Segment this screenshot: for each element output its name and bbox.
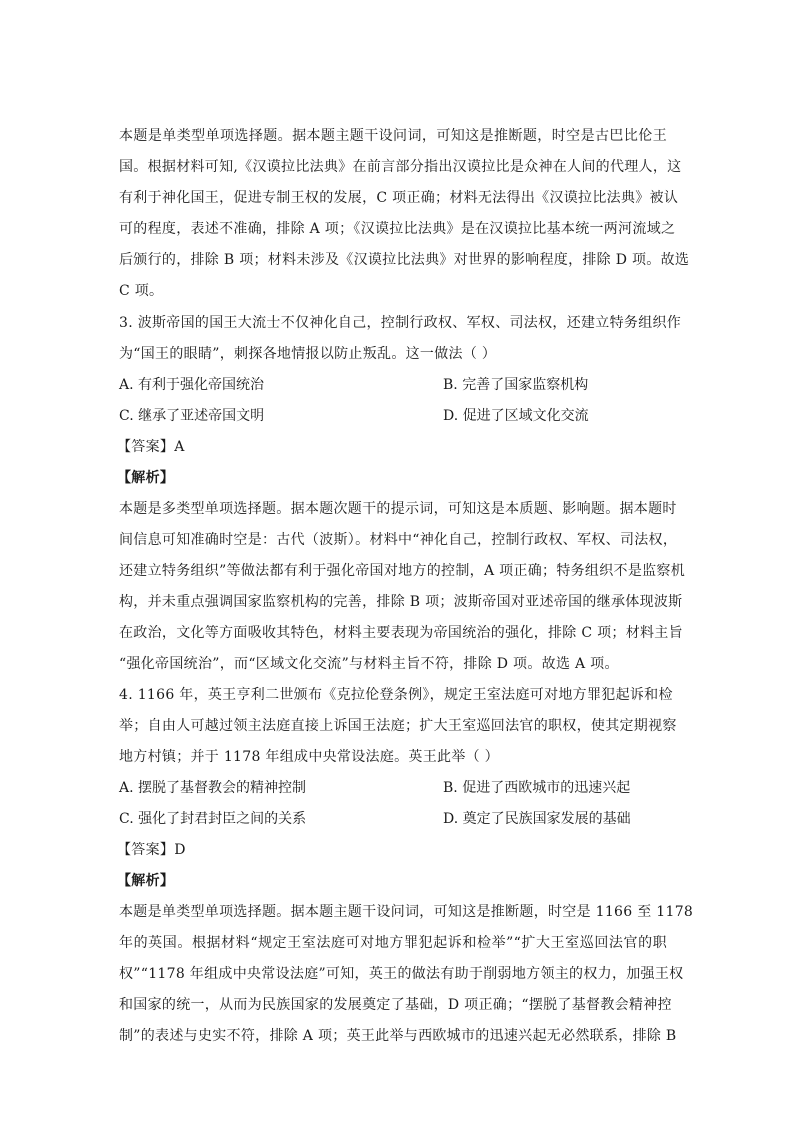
prev-explanation-line: 后颁行的，排除 B 项；材料未涉及《汉谟拉比法典》对世界的影响程度，排除 D 项。故选 <box>119 252 690 268</box>
prev-explanation-line: 国。根据材料可知,《汉谟拉比法典》在前言部分指出汉谟拉比是众神在人间的代理人，这 <box>119 159 682 175</box>
q3-analysis-label: 【解析】 <box>117 470 175 486</box>
q3-analysis-line: 间信息可知准确时空是：古代（波斯）。材料中“神化自己，控制行政权、军权、司法权， <box>119 532 678 548</box>
q4-option-c: C. 强化了封君封臣之间的关系 <box>119 811 307 827</box>
q3-analysis-line: 在政治，文化等方面吸收其特色，材料主要表现为帝国统治的强化，排除 C 项；材料主旨 <box>119 625 683 641</box>
prev-explanation-line: C 项。 <box>119 283 164 299</box>
q4-analysis-label: 【解析】 <box>117 873 175 889</box>
q3-option-a: A. 有利于强化帝国统治 <box>119 377 265 393</box>
q3-answer: 【答案】A <box>117 439 185 455</box>
q4-analysis-line: 年的英国。根据材料“规定王室法庭可对地方罪犯起诉和检举”“扩大王室巡回法官的职 <box>119 935 667 951</box>
q3-stem-line: 为“国王的眼睛”，刺探各地情报以防止叛乱。这一做法（ ） <box>119 346 497 362</box>
q4-analysis-line: 和国家的统一，从而为民族国家的发展奠定了基础，D 项正确；“摆脱了基督教会精神控 <box>119 997 672 1013</box>
q4-stem-line: 地方村镇；并于 1178 年组成中央常设法庭。英王此举（ ） <box>119 749 499 765</box>
prev-explanation-line: 可的程度，表述不准确，排除 A 项；《汉谟拉比法典》是在汉谟拉比基本统一两河流域之 <box>119 221 676 237</box>
q4-stem-line: 举；自由人可越过领主法庭直接上诉国王法庭；扩大王室巡回法官的职权，使其定期视察 <box>119 718 677 734</box>
q3-option-b: B. 完善了国家监察机构 <box>443 377 589 393</box>
q4-answer: 【答案】D <box>117 842 186 858</box>
q4-option-d: D. 奠定了民族国家发展的基础 <box>443 811 631 827</box>
prev-explanation-line: 本题是单类型单项选择题。据本题主题干设问词，可知这是推断题，时空是古巴比伦王 <box>119 128 667 144</box>
q3-stem-line: 3. 波斯帝国的国王大流士不仅神化自己，控制行政权、军权、司法权，还建立特务组织作 <box>119 315 682 331</box>
q3-analysis-line: 本题是多类型单项选择题。据本题次题干的提示词，可知这是本质题、影响题。据本题时 <box>119 501 677 517</box>
q4-option-b: B. 促进了西欧城市的迅速兴起 <box>443 780 631 796</box>
prev-explanation-line: 有利于神化国王，促进专制王权的发展，C 项正确；材料无法得出《汉谟拉比法典》被认 <box>119 190 679 206</box>
q3-analysis-line: 还建立特务组织”等做法都有利于强化帝国对地方的控制，A 项正确；特务组织不是监察机 <box>119 563 686 579</box>
q3-analysis-line: 构，并未重点强调国家监察机构的完善，排除 B 项；波斯帝国对亚述帝国的继承体现波斯 <box>119 594 683 610</box>
q3-analysis-line: “强化帝国统治”，而“区域文化交流”与材料主旨不符，排除 D 项。故选 A 项。 <box>119 656 619 672</box>
q4-stem-line: 4. 1166 年，英王亨利二世颁布《克拉伦登条例》，规定王室法庭可对地方罪犯起诉和检 <box>119 687 673 703</box>
q4-option-a: A. 摆脱了基督教会的精神控制 <box>119 780 307 796</box>
q4-analysis-line: 制”的表述与史实不符，排除 A 项；英王此举与西欧城市的迅速兴起无必然联系，排除 B <box>119 1028 677 1044</box>
q3-option-c: C. 继承了亚述帝国文明 <box>119 408 265 424</box>
q4-analysis-line: 本题是单类型单项选择题。据本题主题干设问词，可知这是推断题，时空是 1166 至 1178 <box>119 904 694 920</box>
q4-analysis-line: 权”“1178 年组成中央常设法庭”可知，英王的做法有助于削弱地方领主的权力，加强王权 <box>119 966 684 982</box>
q3-option-d: D. 促进了区域文化交流 <box>443 408 589 424</box>
